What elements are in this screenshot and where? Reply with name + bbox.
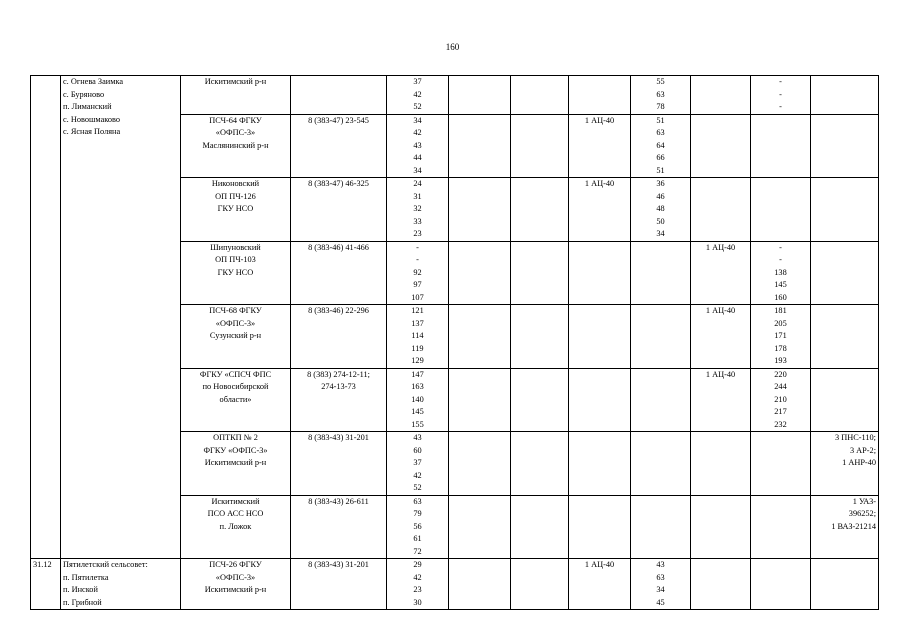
distance-line: 42 — [413, 572, 422, 582]
time-line: - — [779, 255, 782, 264]
time-cell — [631, 305, 691, 369]
time-cell — [631, 76, 691, 115]
phone-cell — [291, 305, 387, 369]
fire-unit-line: «ОФПС-3» — [215, 572, 256, 582]
special-equipment-cell — [811, 114, 879, 178]
settlement-line: п. Грибной — [63, 597, 102, 607]
distance-line: 42 — [413, 470, 422, 480]
fire-unit-cell — [181, 305, 291, 369]
empty-cell — [449, 241, 511, 305]
empty-cell — [449, 559, 511, 610]
fire-units-table — [30, 75, 879, 610]
distance-cell — [387, 241, 449, 305]
distance-line: 32 — [413, 204, 422, 213]
time-line: 34 — [656, 229, 665, 238]
empty-cell — [511, 76, 569, 115]
fire-unit-line: ГКУ НСО — [217, 204, 254, 213]
distance-line: 129 — [411, 356, 424, 365]
special-equipment-cell — [811, 241, 879, 305]
distance-line: 31 — [413, 191, 422, 201]
distance-line: 147 — [411, 369, 424, 379]
time-line: 45 — [656, 597, 665, 607]
distance-line: 42 — [413, 89, 422, 99]
fire-unit-line: ОПТКП № 2 — [213, 433, 258, 442]
table-body — [31, 76, 879, 610]
distance-line: 121 — [411, 306, 424, 315]
distance-line: 42 — [413, 128, 422, 137]
fire-unit-line: ПСЧ-26 ФГКУ — [209, 560, 262, 569]
fire-unit-line: ПСЧ-68 ФГКУ — [209, 306, 262, 315]
distance-line: 37 — [413, 458, 422, 467]
distance-line: 63 — [413, 496, 422, 506]
vehicle-cell — [569, 495, 631, 559]
distance-cell — [387, 368, 449, 432]
distance-line: 34 — [413, 165, 422, 175]
time-line: 193 — [774, 356, 787, 365]
empty-cell — [511, 114, 569, 178]
distance-line: 33 — [413, 216, 422, 226]
distance-line: 140 — [411, 394, 424, 404]
distance-line: - — [416, 242, 419, 252]
time-line: 220 — [774, 369, 787, 379]
time-cell — [631, 495, 691, 559]
distance-line: - — [416, 255, 419, 264]
settlement-cell — [61, 76, 181, 559]
vehicle-cell — [569, 559, 631, 610]
empty-cell — [449, 114, 511, 178]
time-line: 51 — [656, 115, 665, 125]
phone-line: 8 (383-46) 41-466 — [308, 242, 369, 252]
fire-unit-line: ПСЧ-64 ФГКУ — [209, 115, 262, 125]
vehicle-cell — [691, 241, 751, 305]
distance-cell — [387, 76, 449, 115]
page-number: 160 — [445, 42, 460, 52]
distance-line: 155 — [411, 419, 424, 429]
distance-line: 44 — [413, 153, 422, 162]
time-line: - — [779, 102, 782, 111]
fire-unit-line: «ОФПС-3» — [215, 318, 256, 328]
fire-unit-line: ГКУ НСО — [217, 267, 254, 277]
time-cell — [751, 241, 811, 305]
time-line: 210 — [774, 394, 787, 404]
distance-line: 23 — [413, 229, 422, 238]
vehicle-cell — [569, 241, 631, 305]
empty-cell — [449, 495, 511, 559]
time-cell — [751, 76, 811, 115]
empty-cell — [511, 368, 569, 432]
fire-unit-cell — [181, 178, 291, 242]
distance-line: 43 — [413, 140, 422, 150]
settlement-line: с. Буряново — [63, 89, 105, 99]
vehicle-cell — [691, 305, 751, 369]
distance-line: 56 — [413, 521, 422, 531]
vehicle-cell — [569, 305, 631, 369]
distance-line: 34 — [413, 115, 422, 125]
distance-line: 52 — [413, 102, 422, 111]
empty-cell — [449, 76, 511, 115]
fire-unit-cell — [181, 495, 291, 559]
row-number-cell — [31, 76, 61, 559]
fire-unit-line: ОП ПЧ-103 — [215, 255, 256, 264]
distance-cell — [387, 178, 449, 242]
phone-line: 274-13-73 — [321, 382, 356, 391]
settlement-cell — [61, 559, 181, 610]
time-cell — [631, 559, 691, 610]
phone-cell — [291, 432, 387, 496]
distance-line: 30 — [413, 597, 422, 607]
time-line: 55 — [656, 77, 665, 86]
empty-cell — [449, 368, 511, 432]
distance-line: 145 — [411, 407, 424, 416]
time-line: 63 — [656, 128, 665, 137]
vehicle-cell — [691, 559, 751, 610]
fire-unit-line: области» — [219, 394, 252, 404]
settlement-line: с. Огнева Заимка — [63, 77, 124, 86]
distance-line: 97 — [413, 280, 422, 289]
vehicle-cell — [691, 114, 751, 178]
special-equipment-line: 1 УАЗ- — [852, 496, 876, 506]
empty-cell — [511, 495, 569, 559]
time-line: 50 — [656, 216, 665, 226]
fire-unit-line: Искитимский — [211, 496, 260, 506]
time-line: 244 — [774, 382, 787, 391]
distance-line: 60 — [413, 445, 422, 455]
vehicle-line: 1 АЦ-40 — [705, 369, 736, 379]
phone-line: 8 (383) 274-12-11; — [307, 369, 370, 379]
settlement-line: п. Пятилетка — [63, 572, 109, 582]
fire-unit-line: ПСО АСС НСО — [207, 509, 264, 518]
time-line: 36 — [656, 179, 665, 188]
time-line: 63 — [656, 89, 665, 99]
vehicle-line: 1 АЦ-40 — [705, 306, 736, 315]
time-cell — [751, 178, 811, 242]
empty-cell — [511, 559, 569, 610]
fire-unit-cell — [181, 76, 291, 115]
vehicle-cell — [569, 76, 631, 115]
distance-line: 114 — [411, 331, 424, 340]
time-line: 78 — [656, 102, 665, 111]
phone-line: 8 (383-43) 31-201 — [308, 433, 369, 442]
special-equipment-line: 3 ПНС-110; — [835, 433, 876, 442]
phone-line: 8 (383-43) 26-611 — [308, 496, 369, 506]
fire-unit-line: Шипуновский — [210, 242, 261, 252]
fire-unit-cell — [181, 241, 291, 305]
empty-cell — [511, 241, 569, 305]
time-line: 217 — [774, 407, 787, 416]
time-cell — [631, 432, 691, 496]
vehicle-line: 1 АЦ-40 — [584, 560, 615, 569]
fire-unit-cell — [181, 368, 291, 432]
settlement-line: п. Инской — [63, 585, 98, 594]
distance-line: 79 — [413, 509, 422, 518]
time-cell — [631, 178, 691, 242]
time-line: 66 — [656, 153, 665, 162]
vehicle-cell — [691, 178, 751, 242]
special-equipment-cell — [811, 76, 879, 115]
distance-cell — [387, 305, 449, 369]
fire-unit-line: ФГКУ «СПСЧ ФПС — [199, 369, 272, 379]
phone-line: 8 (383-47) 46-325 — [308, 179, 369, 188]
distance-line: 24 — [413, 179, 422, 188]
vehicle-line: 1 АЦ-40 — [584, 179, 615, 188]
special-equipment-cell — [811, 559, 879, 610]
special-equipment-cell — [811, 178, 879, 242]
empty-cell — [449, 432, 511, 496]
vehicle-cell — [569, 178, 631, 242]
vehicle-cell — [691, 432, 751, 496]
distance-cell — [387, 559, 449, 610]
empty-cell — [511, 305, 569, 369]
time-cell — [751, 305, 811, 369]
row-number-line: 31.12 — [33, 560, 52, 569]
fire-unit-cell — [181, 114, 291, 178]
fire-unit-line: Искитимский р-н — [204, 458, 267, 467]
vehicle-cell — [569, 432, 631, 496]
distance-line: 107 — [411, 292, 424, 302]
time-line: 43 — [656, 560, 665, 569]
time-line: 46 — [656, 191, 665, 201]
special-equipment-line: 1 АНР-40 — [842, 458, 876, 467]
distance-line: 52 — [413, 483, 422, 492]
time-line: - — [779, 242, 782, 252]
distance-cell — [387, 495, 449, 559]
phone-cell — [291, 178, 387, 242]
distance-line: 137 — [411, 318, 424, 328]
distance-line: 23 — [413, 585, 422, 594]
time-cell — [751, 559, 811, 610]
phone-cell — [291, 368, 387, 432]
distance-line: 163 — [411, 382, 424, 391]
fire-unit-line: Искитимский р-н — [204, 77, 267, 86]
time-cell — [751, 114, 811, 178]
time-line: 64 — [656, 140, 665, 150]
phone-line: 8 (383-46) 22-296 — [308, 306, 369, 315]
special-equipment-cell — [811, 305, 879, 369]
phone-cell — [291, 559, 387, 610]
settlement-line: с. Новошмаково — [63, 114, 121, 124]
phone-cell — [291, 241, 387, 305]
distance-line: 37 — [413, 77, 422, 86]
fire-unit-cell — [181, 432, 291, 496]
distance-line: 119 — [411, 343, 424, 353]
time-cell — [751, 495, 811, 559]
distance-cell — [387, 114, 449, 178]
fire-unit-line: ФГКУ «ОФПС-3» — [203, 445, 268, 455]
table-row — [31, 559, 879, 610]
vehicle-cell — [691, 76, 751, 115]
fire-unit-line: Сузунский р-н — [209, 331, 262, 340]
distance-cell — [387, 432, 449, 496]
distance-line: 61 — [413, 534, 422, 543]
distance-line: 29 — [413, 560, 422, 569]
vehicle-cell — [569, 368, 631, 432]
distance-line: 43 — [413, 433, 422, 442]
empty-cell — [449, 305, 511, 369]
empty-cell — [511, 178, 569, 242]
distance-line: 92 — [413, 267, 422, 277]
empty-cell — [511, 432, 569, 496]
phone-line: 8 (383-47) 23-545 — [308, 115, 369, 125]
settlement-line: п. Лиманский — [63, 102, 112, 111]
special-equipment-line: 1 ВАЗ-21214 — [831, 521, 876, 531]
time-line: 48 — [656, 204, 665, 213]
time-line: 178 — [774, 343, 787, 353]
fire-unit-line: Искитимский р-н — [204, 585, 267, 594]
phone-line: 8 (383-43) 31-201 — [308, 560, 369, 569]
time-line: 34 — [656, 585, 665, 594]
time-line: 232 — [774, 419, 787, 429]
time-cell — [631, 368, 691, 432]
time-cell — [751, 432, 811, 496]
special-equipment-cell — [811, 495, 879, 559]
fire-unit-cell — [181, 559, 291, 610]
time-line: 63 — [656, 572, 665, 582]
phone-cell — [291, 114, 387, 178]
distance-line: 72 — [413, 546, 422, 556]
empty-cell — [449, 178, 511, 242]
vehicle-line: 1 АЦ-40 — [584, 115, 615, 125]
settlement-line: Пятилетский сельсовет: — [63, 560, 148, 569]
vehicle-cell — [691, 368, 751, 432]
fire-unit-line: Никоновский — [211, 179, 260, 188]
special-equipment-line: 3 АР-2; — [849, 445, 876, 455]
time-line: 205 — [774, 318, 787, 328]
fire-unit-line: по Новосибирской — [202, 382, 269, 391]
fire-unit-line: «ОФПС-3» — [215, 128, 256, 137]
time-line: 160 — [774, 292, 787, 302]
time-line: 51 — [656, 165, 665, 175]
fire-unit-line: п. Ложок — [219, 521, 252, 531]
vehicle-line: 1 АЦ-40 — [705, 242, 736, 252]
special-equipment-cell — [811, 368, 879, 432]
table-row — [31, 76, 879, 115]
fire-unit-line: Маслянинский р-н — [202, 140, 269, 150]
time-cell — [751, 368, 811, 432]
phone-cell — [291, 76, 387, 115]
time-line: - — [779, 77, 782, 86]
settlement-line: с. Ясная Поляна — [63, 127, 121, 136]
time-cell — [631, 241, 691, 305]
row-number-cell — [31, 559, 61, 610]
time-line: 145 — [774, 280, 787, 289]
time-cell — [631, 114, 691, 178]
special-equipment-line: 396252; — [848, 509, 876, 518]
time-line: 138 — [774, 267, 787, 277]
fire-unit-line: ОП ПЧ-126 — [215, 191, 256, 201]
phone-cell — [291, 495, 387, 559]
time-line: 181 — [774, 306, 787, 315]
time-line: 171 — [774, 331, 787, 340]
vehicle-cell — [569, 114, 631, 178]
special-equipment-cell — [811, 432, 879, 496]
time-line: - — [779, 89, 782, 99]
vehicle-cell — [691, 495, 751, 559]
